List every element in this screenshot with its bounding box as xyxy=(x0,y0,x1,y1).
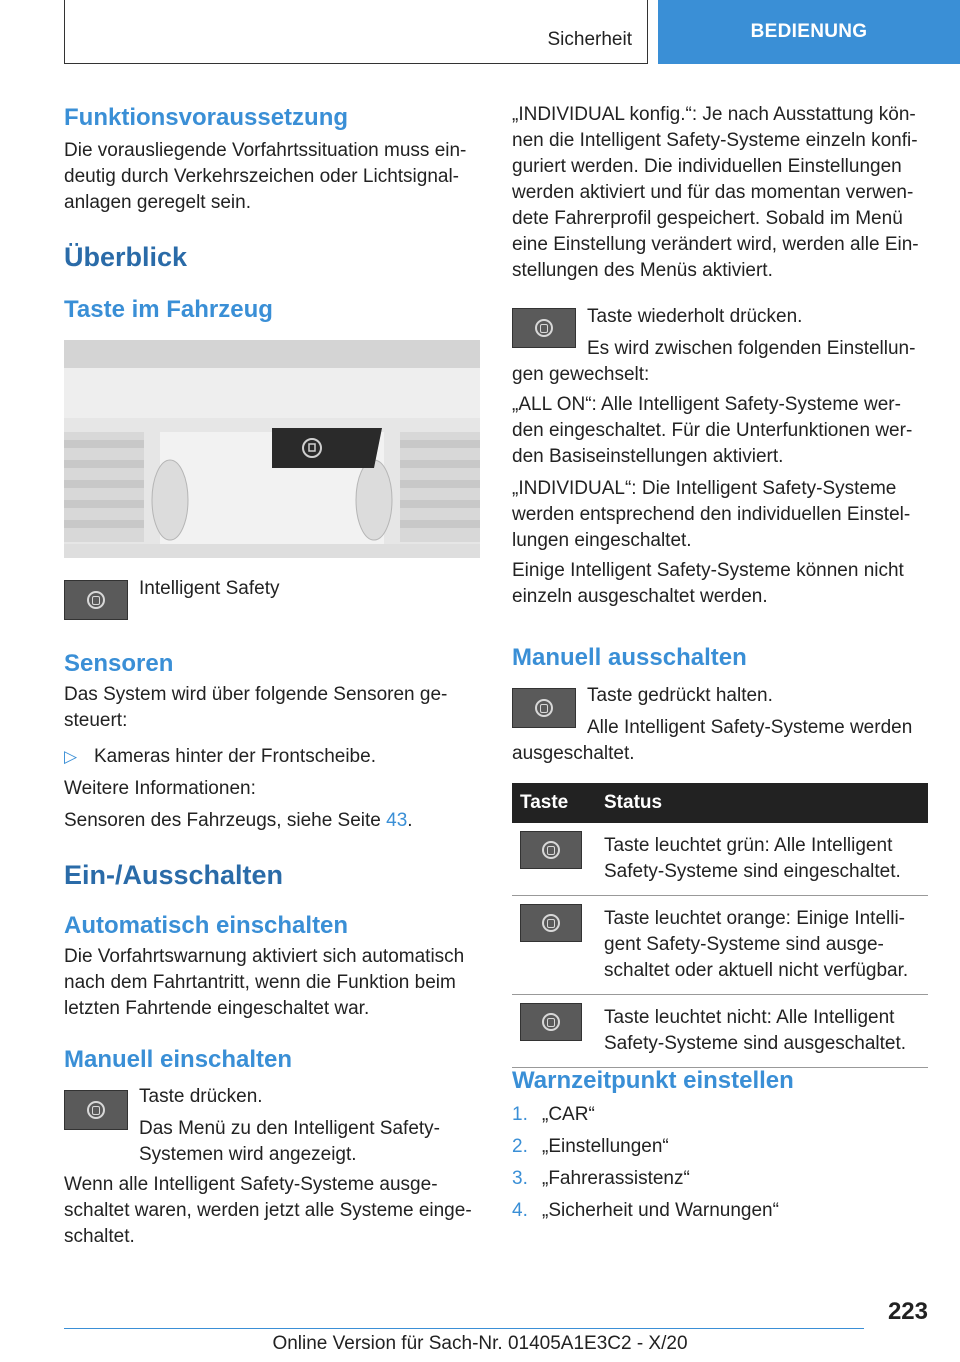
list-item: 1. „CAR“ xyxy=(512,1104,595,1125)
status-table xyxy=(512,783,928,1068)
paragraph-funktion: Die vorausliegende Vorfahrtssituation muss ein-deutig durch Verkehrszeichen oder Lichtsignal-anlagen geregelt sein. xyxy=(64,140,467,213)
header-tab[interactable]: BEDIENUNG xyxy=(658,0,960,64)
list-item: 4. „Sicherheit und Warnungen“ xyxy=(512,1200,779,1221)
paragraph-taste-druecken: Taste drücken. xyxy=(139,1086,263,1107)
heading-sensoren: Sensoren xyxy=(64,650,174,677)
list-item: 2. „Einstellungen“ xyxy=(512,1136,669,1157)
paragraph-alle-aus: Alle Intelligent Safety-Systeme werden ausgeschaltet. xyxy=(512,717,913,764)
intelligent-safety-icon xyxy=(520,831,582,869)
paragraph-auto: Die Vorfahrtswarnung aktiviert sich automatisch nach dem Fahrtantritt, wenn die Funktion beim letzten Fahrtende eingeschaltet war. xyxy=(64,946,465,1019)
paragraph-gedrueckt: Taste gedrückt halten. xyxy=(587,685,773,706)
heading-taste-im-fahrzeug: Taste im Fahrzeug xyxy=(64,296,273,323)
heading-manuell-ausschalten: Manuell ausschalten xyxy=(512,644,747,671)
table-header-taste: Taste xyxy=(512,783,596,823)
heading-ueberblick: Überblick xyxy=(64,242,188,272)
table-cell-status: Taste leuchtet grün: Alle Intelligent Safety-Systeme sind eingeschaltet. xyxy=(596,823,928,896)
key-label: Intelligent Safety xyxy=(139,578,280,599)
table-row xyxy=(512,823,928,896)
paragraph-individual-konfig: „INDIVIDUAL konfig.“: Je nach Ausstattung kön-nen die Intelligent Safety-Systeme einzeln konfi-guriert werden. Die individuellen Einstellungen werden aktiviert und für das momentan verwen-dete Fahrerprofil gespeichert. Sobald im Menü eine Einstellung verändert wird, werden alle Ein-stellungen des Menüs aktiviert. xyxy=(512,104,919,281)
paragraph-wechselt: Es wird zwischen folgenden Einstellun-gen gewechselt: xyxy=(512,338,916,385)
page-number: 223 xyxy=(887,1298,928,1325)
intelligent-safety-icon xyxy=(520,1003,582,1041)
table-row xyxy=(512,896,928,995)
list-item: 3. „Fahrerassistenz“ xyxy=(512,1168,690,1189)
heading-manuell-einschalten: Manuell einschalten xyxy=(64,1046,293,1073)
paragraph-all-on: „ALL ON“: Alle Intelligent Safety-Systeme wer-den eingeschaltet. Für die Unterfunktionen wer-den Basiseinstellungen aktiviert. xyxy=(512,394,913,467)
intelligent-safety-icon xyxy=(520,904,582,942)
heading-automatisch: Automatisch einschalten xyxy=(64,912,349,939)
page-link-43[interactable]: 43 xyxy=(386,810,408,831)
heading-ein-ausschalten: Ein-/Ausschalten xyxy=(64,860,284,890)
bullet-item xyxy=(64,744,482,770)
intelligent-safety-icon xyxy=(64,1090,128,1130)
steps-list xyxy=(512,1102,926,1230)
left-column xyxy=(64,102,482,326)
paragraph-wiederholt: Taste wiederholt drücken. xyxy=(587,306,803,327)
intelligent-safety-icon xyxy=(64,580,128,620)
bullet-text: Kameras hinter der Frontscheibe. xyxy=(94,746,376,767)
paragraph-sensor-ref: Sensoren des Fahrzeugs, siehe Seite 43. xyxy=(64,810,413,831)
paragraph-sensoren: Das System wird über folgende Sensoren ge-steuert: xyxy=(64,684,448,731)
left-column-lower xyxy=(64,648,482,1076)
table-header-status: Status xyxy=(596,783,928,823)
table-cell-status: Taste leuchtet orange: Einige Intelli-gent Safety-Systeme sind ausge-schaltet oder aktuell nicht verfügbar. xyxy=(596,896,928,995)
footer-text: Online Version für Sach-Nr. 01405A1E3C2 - X/20 xyxy=(272,1333,688,1354)
table-row xyxy=(512,995,928,1068)
paragraph-weitere: Weitere Informationen: xyxy=(64,778,256,799)
heading-warnzeitpunkt: Warnzeitpunkt einstellen xyxy=(512,1067,794,1094)
bullet-triangle-icon: ▷ xyxy=(64,747,78,766)
paragraph-individual: „INDIVIDUAL“: Die Intelligent Safety-Systeme werden entsprechend den individuellen Einstel-lungen eingeschaltet. xyxy=(512,478,911,551)
paragraph-einige: Einige Intelligent Safety-Systeme können nicht einzeln ausgeschaltet werden. xyxy=(512,560,904,607)
header-section-title: Sicherheit xyxy=(547,29,632,50)
footer-divider xyxy=(64,1328,864,1329)
paragraph-menue-a: Das Menü zu den Intelligent Safety-Systemen wird angezeigt. xyxy=(139,1118,441,1165)
paragraph-wenn: Wenn alle Intelligent Safety-Systeme ausge-schaltet waren, werden jetzt alle Systeme einge-schaltet. xyxy=(64,1174,472,1247)
heading-funktionsvoraussetzung: Funktionsvoraussetzung xyxy=(64,104,349,131)
table-cell-status: Taste leuchtet nicht: Alle Intelligent Safety-Systeme sind ausgeschaltet. xyxy=(596,995,928,1068)
vehicle-button-photo xyxy=(64,340,480,558)
